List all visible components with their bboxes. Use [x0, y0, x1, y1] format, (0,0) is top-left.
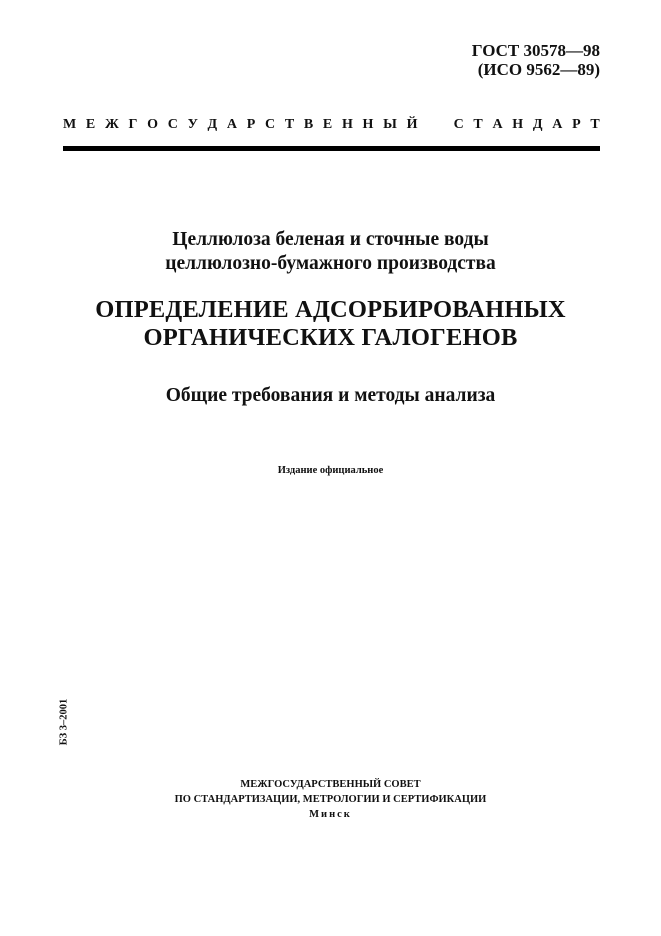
gost-code-block [472, 41, 600, 79]
standard-type-letter: С [264, 117, 276, 132]
standard-type-letter: Т [590, 117, 600, 132]
document-subtitle [0, 228, 661, 276]
side-code-text: БЗ 3–2001 [58, 698, 70, 746]
edition-label: Издание официальное [277, 465, 384, 476]
standard-type-letter: Т [473, 117, 483, 132]
document-title [0, 296, 661, 352]
subtitle-line-2: целлюлозно-бумажного производства [165, 253, 496, 274]
standard-type-letter: В [303, 117, 314, 132]
standard-type-letter: А [226, 117, 238, 132]
standard-type-letter: Р [572, 117, 581, 132]
publisher-line-2: ПО СТАНДАРТИЗАЦИИ, МЕТРОЛОГИИ И СЕРТИФИКАЦИИ [174, 794, 487, 805]
standard-type-letter: У [187, 117, 198, 132]
document-section-title: Общие требования и методы анализа [165, 385, 496, 406]
standard-type-letter: Н [512, 117, 524, 132]
standard-type-letter: С [453, 117, 464, 132]
standard-type-gap [440, 117, 444, 133]
standard-type-letter: Н [362, 117, 374, 132]
standard-type-letter: А [492, 117, 503, 132]
standard-type-letter: Р [246, 117, 256, 132]
publisher-line-1: МЕЖГОСУДАРСТВЕННЫЙ СОВЕТ [240, 779, 421, 790]
standard-type-letter: А [552, 117, 563, 132]
standard-type-letter: Ж [104, 117, 119, 132]
standard-type-letter: М [63, 117, 77, 132]
gost-number: ГОСТ 30578—98 [471, 41, 600, 60]
standard-type-heading [63, 117, 600, 133]
standard-type-letter: О [147, 117, 159, 132]
standard-type-letter: Т [284, 117, 295, 132]
title-line-2: ОРГАНИЧЕСКИХ ГАЛОГЕНОВ [143, 324, 518, 351]
standard-type-letter: Н [341, 117, 353, 132]
standard-type-letter: Е [322, 117, 333, 132]
standard-type-letter: С [167, 117, 178, 132]
subtitle-line-1: Целлюлоза беленая и сточные воды [172, 229, 489, 250]
standard-type-letter: Й [406, 117, 418, 132]
header-rule [63, 146, 600, 151]
standard-type-letter: Г [128, 117, 138, 132]
title-line-1: ОПРЕДЕЛЕНИЕ АДСОРБИРОВАННЫХ [95, 296, 566, 323]
iso-number: (ИСО 9562—89) [477, 60, 600, 79]
publisher-block [0, 777, 661, 822]
publisher-city: Минск [309, 809, 352, 820]
side-code [54, 690, 74, 754]
standard-type-letter: Д [207, 117, 218, 132]
standard-type-letter: Ы [383, 117, 397, 132]
standard-type-gap [427, 117, 431, 133]
standard-type-letter: Е [85, 117, 96, 132]
standard-type-letter: Д [532, 117, 543, 132]
